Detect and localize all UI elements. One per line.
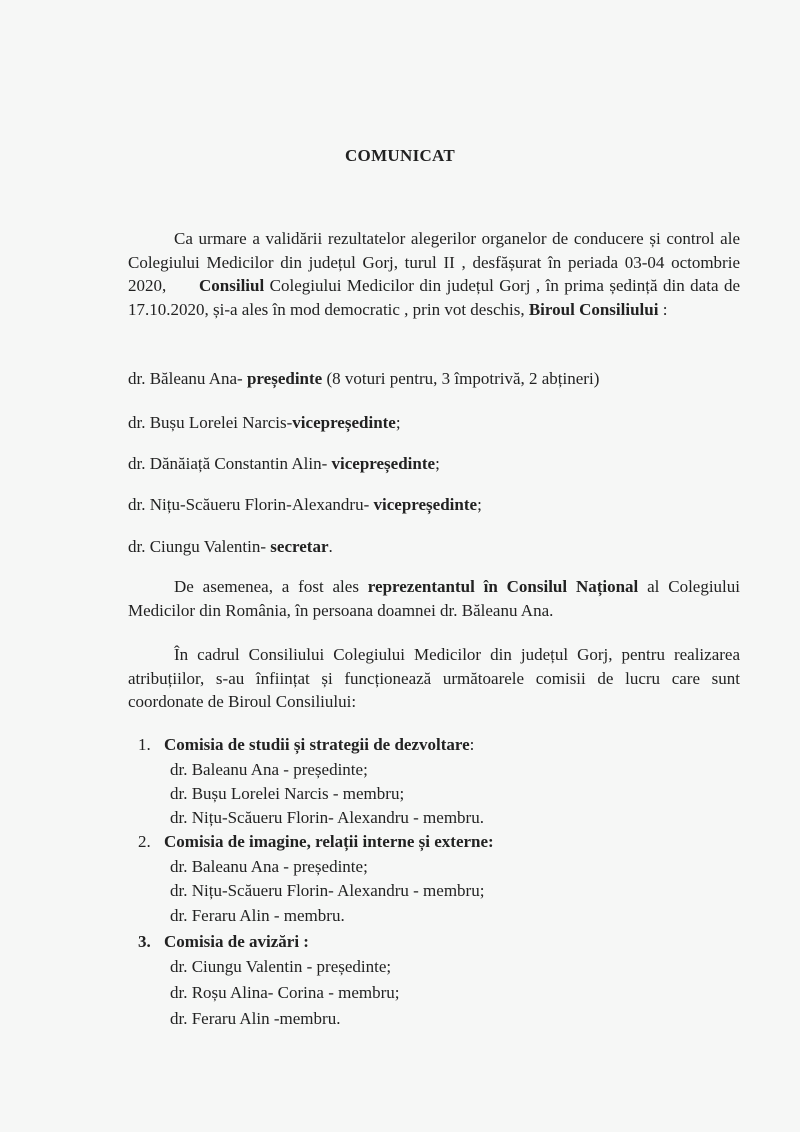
officer-vote: (8 voturi pentru, 3 împotrivă, 2 abțineri)	[322, 369, 600, 388]
commission-member: dr. Ciungu Valentin - președinte;	[170, 957, 392, 976]
officer-line	[128, 537, 333, 557]
officer-name: dr. Ciungu Valentin-	[128, 537, 271, 556]
commission-name: Comisia de studii și strategii de dezvoltare	[164, 735, 470, 754]
representative-text-2: al Colegiului Medicilor din România, în persoana doamnei dr. Băleanu Ana.	[128, 577, 741, 620]
page-title: COMUNICAT	[344, 146, 456, 165]
representative-bold: reprezentantul în Consilul Național	[367, 577, 639, 596]
officer-punct: .	[328, 537, 333, 556]
officer-role: vicepreședinte	[292, 413, 396, 432]
intro-text-2: Colegiului Medicilor din județul Gorj , în prima ședință din data de 17.10.2020, și-a ales în mod democratic , prin vot deschis,	[128, 276, 741, 319]
officer-line	[128, 454, 440, 474]
officer-line	[128, 495, 482, 515]
commission-title	[138, 932, 309, 952]
officer-punct: ;	[395, 413, 401, 432]
commission-member: dr. Nițu-Scăueru Florin- Alexandru - membru.	[170, 808, 484, 827]
commission-member: dr. Bușu Lorelei Narcis - membru;	[170, 784, 405, 803]
commission-member: dr. Baleanu Ana - președinte;	[170, 857, 368, 876]
officer-role: secretar	[270, 537, 329, 556]
officer-name: dr. Băleanu Ana-	[128, 369, 247, 388]
commission-number: 2.	[138, 832, 151, 851]
representative-paragraph	[128, 575, 740, 622]
commission-member: dr. Baleanu Ana - președinte;	[170, 760, 368, 779]
officer-name: dr. Bușu Lorelei Narcis-	[128, 413, 293, 432]
representative-text-1: De asemenea, a fost ales	[174, 577, 368, 596]
commission-member: dr. Roșu Alina- Corina - membru;	[170, 983, 400, 1002]
intro-bold-biroul: Biroul Consiliului	[528, 299, 659, 319]
officer-line	[128, 369, 599, 389]
officer-punct: ;	[435, 454, 440, 473]
commission-name: Comisia de avizări :	[164, 932, 309, 951]
intro-text-3: :	[658, 299, 668, 319]
commission-number: 3.	[138, 932, 151, 951]
intro-bold-consiliul: Consiliul	[199, 276, 265, 295]
commission-title	[138, 832, 494, 852]
commission-title	[138, 735, 474, 755]
commission-member: dr. Feraru Alin -membru.	[170, 1009, 341, 1028]
officer-name: dr. Nițu-Scăueru Florin-Alexandru-	[128, 495, 374, 514]
officer-name: dr. Dănăiață Constantin Alin-	[128, 454, 332, 473]
commission-member: dr. Nițu-Scăueru Florin- Alexandru - membru;	[170, 881, 485, 900]
commissions-intro-paragraph	[128, 643, 740, 714]
commission-number: 1.	[138, 735, 151, 754]
commission-suffix: :	[469, 735, 475, 754]
officer-role: președinte	[246, 369, 323, 388]
intro-text-1: Ca urmare a validării rezultatelor alegerilor organelor de conducere și control ale Colegiului Medicilor din județul Gorj, turul II , desfășurat în periada 03-04 octombrie 2020,	[128, 229, 740, 295]
officer-role: vicepreședinte	[331, 454, 436, 473]
officer-role: vicepreședinte	[373, 495, 478, 514]
commissions-intro-text: În cadrul Consiliului Colegiului Medicilor din județul Gorj, pentru realizarea atribuțiilor, s-au înființat și funcționează următoarele comisii de lucru care sunt coordonate de Biroul Consiliului:	[128, 645, 740, 711]
intro-paragraph	[128, 227, 740, 321]
commission-name: Comisia de imagine, relații interne și externe:	[164, 832, 494, 851]
commission-member: dr. Feraru Alin - membru.	[170, 906, 345, 925]
officer-punct: ;	[477, 495, 482, 514]
officer-line	[128, 413, 401, 433]
